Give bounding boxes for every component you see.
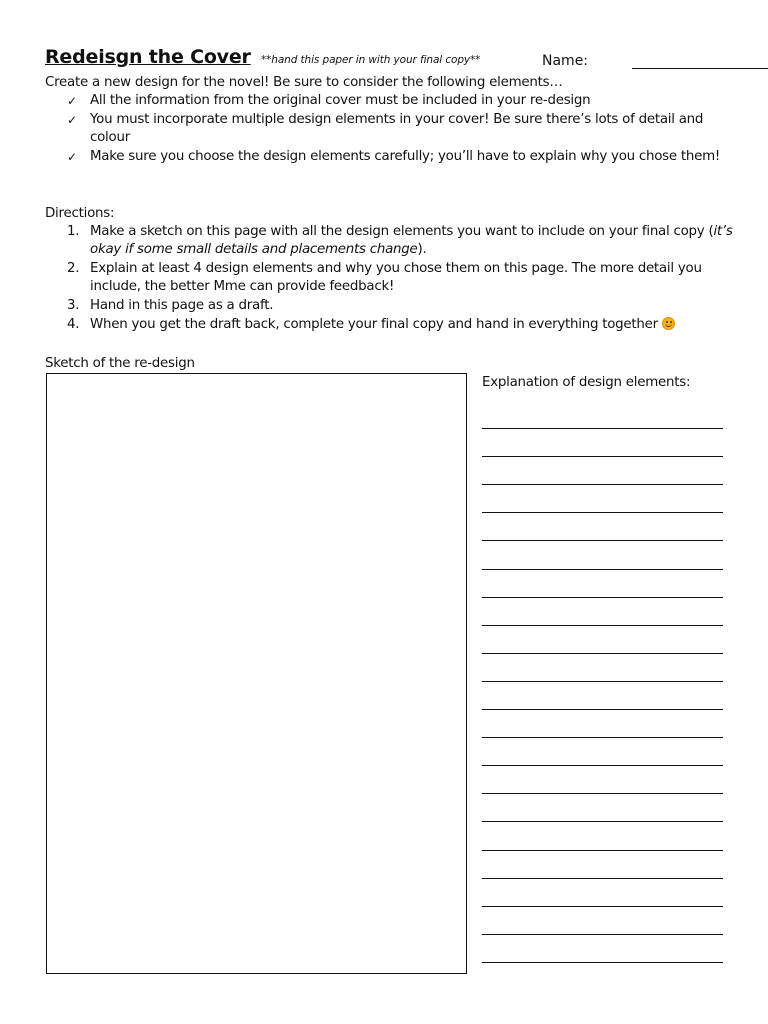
explanation-writing-line[interactable] (482, 878, 723, 879)
direction-text-end: ). (417, 242, 427, 257)
explanation-writing-line[interactable] (482, 540, 723, 541)
checklist-item (45, 148, 735, 166)
checkmark-icon: ✓ (67, 113, 77, 127)
sketch-label: Sketch of the re-design (45, 356, 195, 371)
explanation-writing-line[interactable] (482, 934, 723, 935)
direction-italic-note: it’s okay if some small details and placements change (90, 224, 733, 257)
smiley-face-icon (662, 317, 675, 330)
direction-text: When you get the draft back, complete your final copy and hand in everything together (90, 317, 658, 332)
intro-text: Create a new design for the novel! Be sure to consider the following elements… (45, 75, 563, 90)
direction-text: Explain at least 4 design elements and why you chose them on this page. The more detail you include, the better Mme can provide feedback! (90, 261, 702, 294)
explanation-writing-line[interactable] (482, 962, 723, 963)
explanation-writing-line[interactable] (482, 653, 723, 654)
checklist (45, 92, 735, 167)
explanation-label: Explanation of design elements: (482, 375, 691, 390)
explanation-writing-line[interactable] (482, 597, 723, 598)
direction-item (45, 297, 735, 315)
checkmark-icon: ✓ (67, 150, 77, 164)
checkmark-icon: ✓ (67, 94, 77, 108)
explanation-writing-line[interactable] (482, 428, 723, 429)
sketch-area[interactable] (46, 373, 467, 974)
direction-number: 4. (67, 317, 80, 332)
directions-label: Directions: (45, 206, 115, 221)
name-blank-line[interactable] (632, 68, 768, 69)
direction-item (45, 223, 735, 259)
direction-item (45, 260, 735, 296)
title-note: **hand this paper in with your final copy** (260, 54, 481, 66)
explanation-writing-line[interactable] (482, 709, 723, 710)
explanation-writing-line[interactable] (482, 737, 723, 738)
explanation-writing-line[interactable] (482, 906, 723, 907)
page-title: Redeisgn the Cover (45, 46, 251, 68)
directions-list (45, 223, 735, 335)
explanation-writing-line[interactable] (482, 456, 723, 457)
direction-number: 3. (67, 298, 80, 313)
explanation-writing-line[interactable] (482, 512, 723, 513)
checklist-item-text: All the information from the original cover must be included in your re-design (90, 93, 591, 108)
explanation-writing-line[interactable] (482, 681, 723, 682)
explanation-writing-line[interactable] (482, 821, 723, 822)
explanation-writing-line[interactable] (482, 850, 723, 851)
direction-text: Make a sketch on this page with all the design elements you want to include on your final copy ( (90, 224, 714, 239)
checklist-item-text: You must incorporate multiple design elements in your cover! Be sure there’s lots of detail and colour (90, 112, 704, 145)
direction-number: 1. (67, 224, 80, 239)
name-label: Name: (542, 53, 589, 69)
direction-number: 2. (67, 261, 80, 276)
explanation-writing-line[interactable] (482, 569, 723, 570)
checklist-item (45, 111, 735, 147)
checklist-item-text: Make sure you choose the design elements carefully; you’ll have to explain why you chose them! (90, 149, 721, 164)
direction-text: Hand in this page as a draft. (90, 298, 274, 313)
explanation-writing-line[interactable] (482, 793, 723, 794)
checklist-item (45, 92, 735, 110)
direction-item (45, 316, 735, 334)
explanation-writing-line[interactable] (482, 765, 723, 766)
title-row (45, 48, 725, 72)
explanation-writing-line[interactable] (482, 484, 723, 485)
explanation-writing-line[interactable] (482, 625, 723, 626)
